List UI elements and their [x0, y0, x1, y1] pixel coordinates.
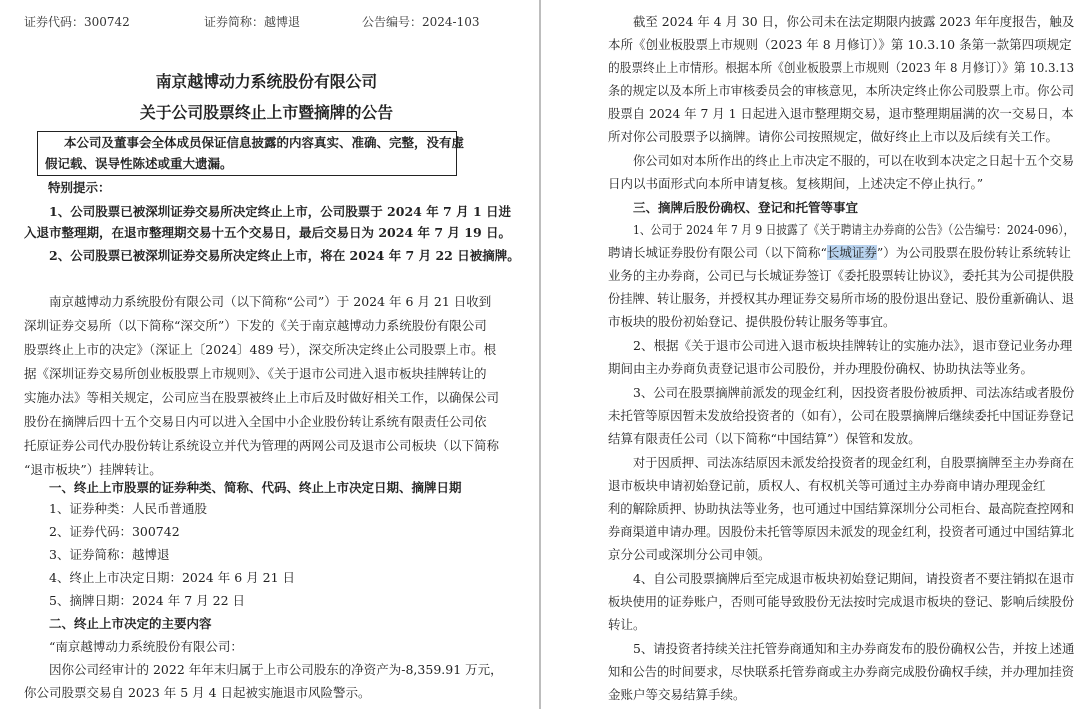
paragraph-line: 业务的主办券商，公司已与长城证券签订《委托股票转让协议》，委托其为公司提供股: [608, 268, 1074, 283]
paragraph-line: 1、公司于 2024 年 7 月 9 日披露了《关于聘请主办券商的公告》（公告编号：2024-096），: [633, 222, 1075, 237]
document-page-right[interactable]: [541, 0, 1080, 709]
list-item: 2、证券代码：300742: [49, 524, 180, 539]
decision-line: 条的规定以及本所上市审核委员会的审核意见，本所决定终止你公司股票上市。你公司: [608, 83, 1075, 98]
decision-line: 的股票终止上市情形。根据本所《创业板股票上市规则（2023 年 8 月修订）》第 10.3.13: [608, 60, 1075, 75]
paragraph-line: 期间由主办券商负责登记退市公司股份，并办理股份确权、协助执法等业务。: [608, 361, 1034, 376]
intro-line: 深圳证券交易所（以下简称“深交所”）下发的《关于南京越博动力系统股份有限公司: [24, 318, 487, 333]
decision-line: 所对你公司股票予以摘牌。请你公司按照规定，做好终止上市以及后续有关工作。: [608, 129, 1059, 144]
disclaimer-line: 假记载、误导性陈述或重大遗漏。: [45, 156, 233, 171]
announcement-title: 关于公司股票终止上市暨摘牌的公告: [139, 103, 394, 122]
paragraph-line: 份挂牌、转让服务，并授权其办理证券交易所市场的股份退出登记、股份重新确认、退: [608, 291, 1075, 306]
highlighted-text[interactable]: 长城证券: [826, 245, 877, 260]
disclaimer-line: 本公司及董事会全体成员保证信息披露的内容真实、准确、完整，没有虚: [64, 135, 465, 150]
paragraph-line: 利的解除质押、协助执法等业务，也可通过中国结算深圳分公司柜台、最高院查控网和: [608, 501, 1075, 516]
list-item: 5、摘牌日期：2024 年 7 月 22 日: [49, 593, 245, 608]
header-security-abbr: 证券简称：越博退: [204, 15, 301, 29]
decision-line: 你公司股票交易自 2023 年 5 月 4 日起被实施退市风险警示。: [24, 685, 371, 700]
paragraph-line: 转让。: [608, 617, 646, 632]
special-notice-line: 2、公司股票已被深圳证券交易所决定终止上市，将在 2024 年 7 月 22 日被摘牌。: [49, 248, 520, 263]
intro-line: 实施办法》等相关规定，公司应当在股票被终止上市后及时做好相关工作，以确保公司: [24, 390, 500, 405]
decision-line: 股票自 2024 年 7 月 1 日起进入退市整理期交易，退市整理期届满的次一交易日，本: [608, 106, 1074, 121]
paragraph-line: 券商渠道申请办理。因股份未托管等原因未派发的现金红利，投资者可通过中国结算北: [608, 524, 1075, 539]
special-notice-line: 1、公司股票已被深圳证券交易所决定终止上市，公司股票于 2024 年 7 月 1 日进: [49, 204, 511, 219]
paragraph-line: 3、公司在股票摘牌前派发的现金红利，因投资者股份被质押、司法冻结或者股份: [633, 385, 1075, 400]
paragraph-text: 聘请长城证券股份有限公司（以下简称“: [608, 245, 827, 260]
decision-salutation: “南京越博动力系统股份有限公司：: [49, 639, 243, 654]
list-item: 3、证券简称：越博退: [49, 547, 170, 562]
paragraph-line: 知和公告的时间要求，尽快联系托管券商或主办券商完成股份确权手续，并办理加挂资: [608, 664, 1075, 679]
paragraph-line: 4、自公司股票摘牌后至完成退市板块初始登记期间，请投资者不要注销拟在退市: [633, 571, 1075, 586]
intro-line: 股份在摘牌后四十五个交易日内可以进入全国中小企业股份转让系统有限责任公司依: [24, 414, 487, 429]
paragraph-line: 市板块的股份初始登记、提供股份转让服务等事宜。: [608, 314, 896, 329]
header-security-code: 证券代码：300742: [24, 15, 130, 29]
intro-line: “退市板块”）挂牌转让。: [24, 462, 162, 477]
paragraph-text: ”）为公司股票在股份转让系统转让: [876, 245, 1071, 260]
paragraph-line: 5、请投资者持续关注托管券商通知和主办券商发布的股份确权公告，并按上述通: [633, 641, 1075, 656]
paragraph-line: [608, 244, 1071, 262]
decision-line: 本所《创业板股票上市规则（2023 年 8 月修订）》第 10.3.10 条第一款第四项规定: [608, 37, 1072, 52]
paragraph-line: 对于因质押、司法冻结原因未派发给投资者的现金红利，自股票摘牌至主办券商在: [633, 455, 1075, 470]
paragraph-line: 京分公司或深圳分公司申领。: [608, 547, 771, 562]
review-line: 你公司如对本所作出的终止上市决定不服的，可以在收到本决定之日起十五个交易: [633, 153, 1075, 168]
intro-line: 南京越博动力系统股份有限公司（以下简称“公司”）于 2024 年 6 月 21 日收到: [49, 294, 492, 309]
section-heading-1: 一、终止上市股票的证券种类、简称、代码、终止上市决定日期、摘牌日期: [49, 480, 462, 495]
intro-line: 据《深圳证券交易所创业板股票上市规则》、《关于退市公司进入退市板块挂牌转让的: [24, 366, 487, 381]
paragraph-line: 未托管等原因暂未发放给投资者的（如有），公司在股票摘牌后继续委托中国证券登记: [608, 408, 1074, 423]
decision-line: 截至 2024 年 4 月 30 日，你公司未在法定期限内披露 2023 年年度报告，触及: [633, 14, 1075, 29]
paragraph-line: 板块使用的证券账户，否则可能导致股份无法按时完成退市板块的登记、影响后续股份: [608, 594, 1075, 609]
paragraph-line: 退市板块申请初始登记前，质权人、有权机关等可通过主办券商申请办理现金红: [608, 478, 1046, 493]
section-heading-3: 三、摘牌后股份确权、登记和托管等事宜: [633, 200, 859, 215]
section-heading-2: 二、终止上市决定的主要内容: [49, 616, 212, 631]
company-name: 南京越博动力系统股份有限公司: [155, 72, 378, 91]
paragraph-line: 结算有限责任公司（以下简称“中国结算”）保管和发放。: [608, 431, 921, 446]
intro-line: 托原证券公司代办股份转让系统设立并代为管理的两网公司及退市公司板块（以下简称: [24, 438, 500, 453]
special-notice-line: 入退市整理期，在退市整理期交易十五个交易日，最后交易日为 2024 年 7 月 19 日。: [24, 225, 511, 240]
list-item: 4、终止上市决定日期：2024 年 6 月 21 日: [49, 570, 295, 585]
paragraph-line: 2、根据《关于退市公司进入退市板块挂牌转让的实施办法》，退市登记业务办理: [633, 338, 1073, 353]
review-line: 日内以书面形式向本所申请复核。复核期间，上述决定不停止执行。”: [608, 176, 984, 191]
decision-line: 因你公司经审计的 2022 年年末归属于上市公司股东的净资产为-8,359.91 万元，: [49, 662, 503, 677]
header-announcement-number: 公告编号：2024-103: [362, 15, 480, 29]
document-page-left[interactable]: [0, 0, 539, 709]
paragraph-line: 金账户等交易结算手续。: [608, 687, 746, 702]
intro-line: 股票终止上市的决定》（深证上〔2024〕489 号），深交所决定终止公司股票上市。根: [24, 342, 497, 357]
list-item: 1、证券种类：人民币普通股: [49, 501, 207, 516]
special-notice-heading: 特别提示：: [48, 180, 111, 195]
